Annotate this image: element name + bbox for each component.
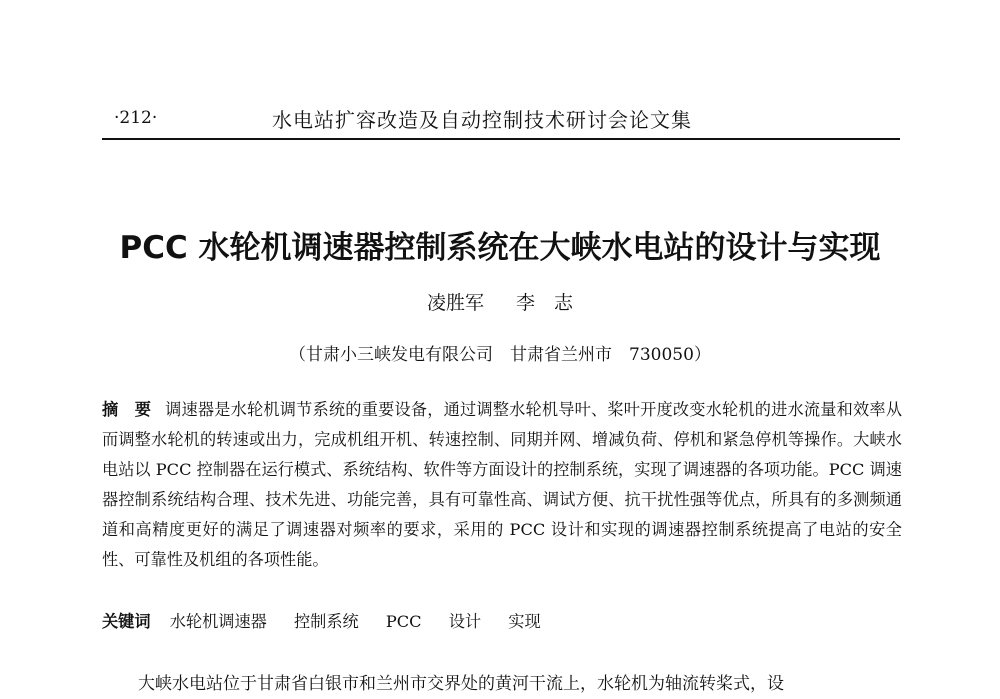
keywords: [102, 607, 902, 637]
keyword-item: PCC: [385, 612, 422, 631]
author-2: 李 志: [516, 292, 574, 314]
keyword-item: 设计: [448, 612, 482, 631]
keyword-item: 控制系统: [294, 612, 359, 631]
abstract-label: 摘 要: [102, 400, 152, 419]
page-number: ·212·: [114, 108, 158, 128]
abstract-text: 调速器是水轮机调节系统的重要设备，通过调整水轮机导叶、桨叶开度改变水轮机的进水流量和效率从而调整水轮机的转速或出力，完成机组开机、转速控制、同期并网、增减负荷、停机和紧急停机等操作。大峡水电站以 PCC 控制器在运行模式、系统结构、软件等方面设计的控制系统，实现了调速器的各项功能。PCC 调速器控制系统结构合理、技术先进、功能完善，具有可靠性高、调试方便、抗干扰性强等优点，所具有的多测频通道和高精度更好的满足了调速器对频率的要求，采用的 PCC 设计和实现的调速器控制系统提高了电站的安全性、可靠性及机组的各项性能。: [102, 400, 903, 569]
authors: [0, 288, 1000, 315]
keyword-item: 水轮机调速器: [169, 612, 267, 631]
keywords-label: 关键词: [102, 612, 151, 631]
author-1: 凌胜军: [426, 292, 484, 314]
affiliation: （甘肃小三峡发电有限公司 甘肃省兰州市 730050）: [289, 345, 711, 365]
abstract: [102, 395, 902, 575]
keyword-item: 实现: [508, 612, 541, 631]
body-paragraph: 大峡水电站位于甘肃省白银市和兰州市交界处的黄河干流上，水轮机为轴流转桨式，设: [138, 674, 784, 694]
page-header: [102, 98, 900, 140]
paper-title: PCC 水轮机调速器控制系统在大峡水电站的设计与实现: [119, 230, 881, 266]
running-title: 水电站扩容改造及自动控制技术研讨会论文集: [272, 108, 692, 132]
